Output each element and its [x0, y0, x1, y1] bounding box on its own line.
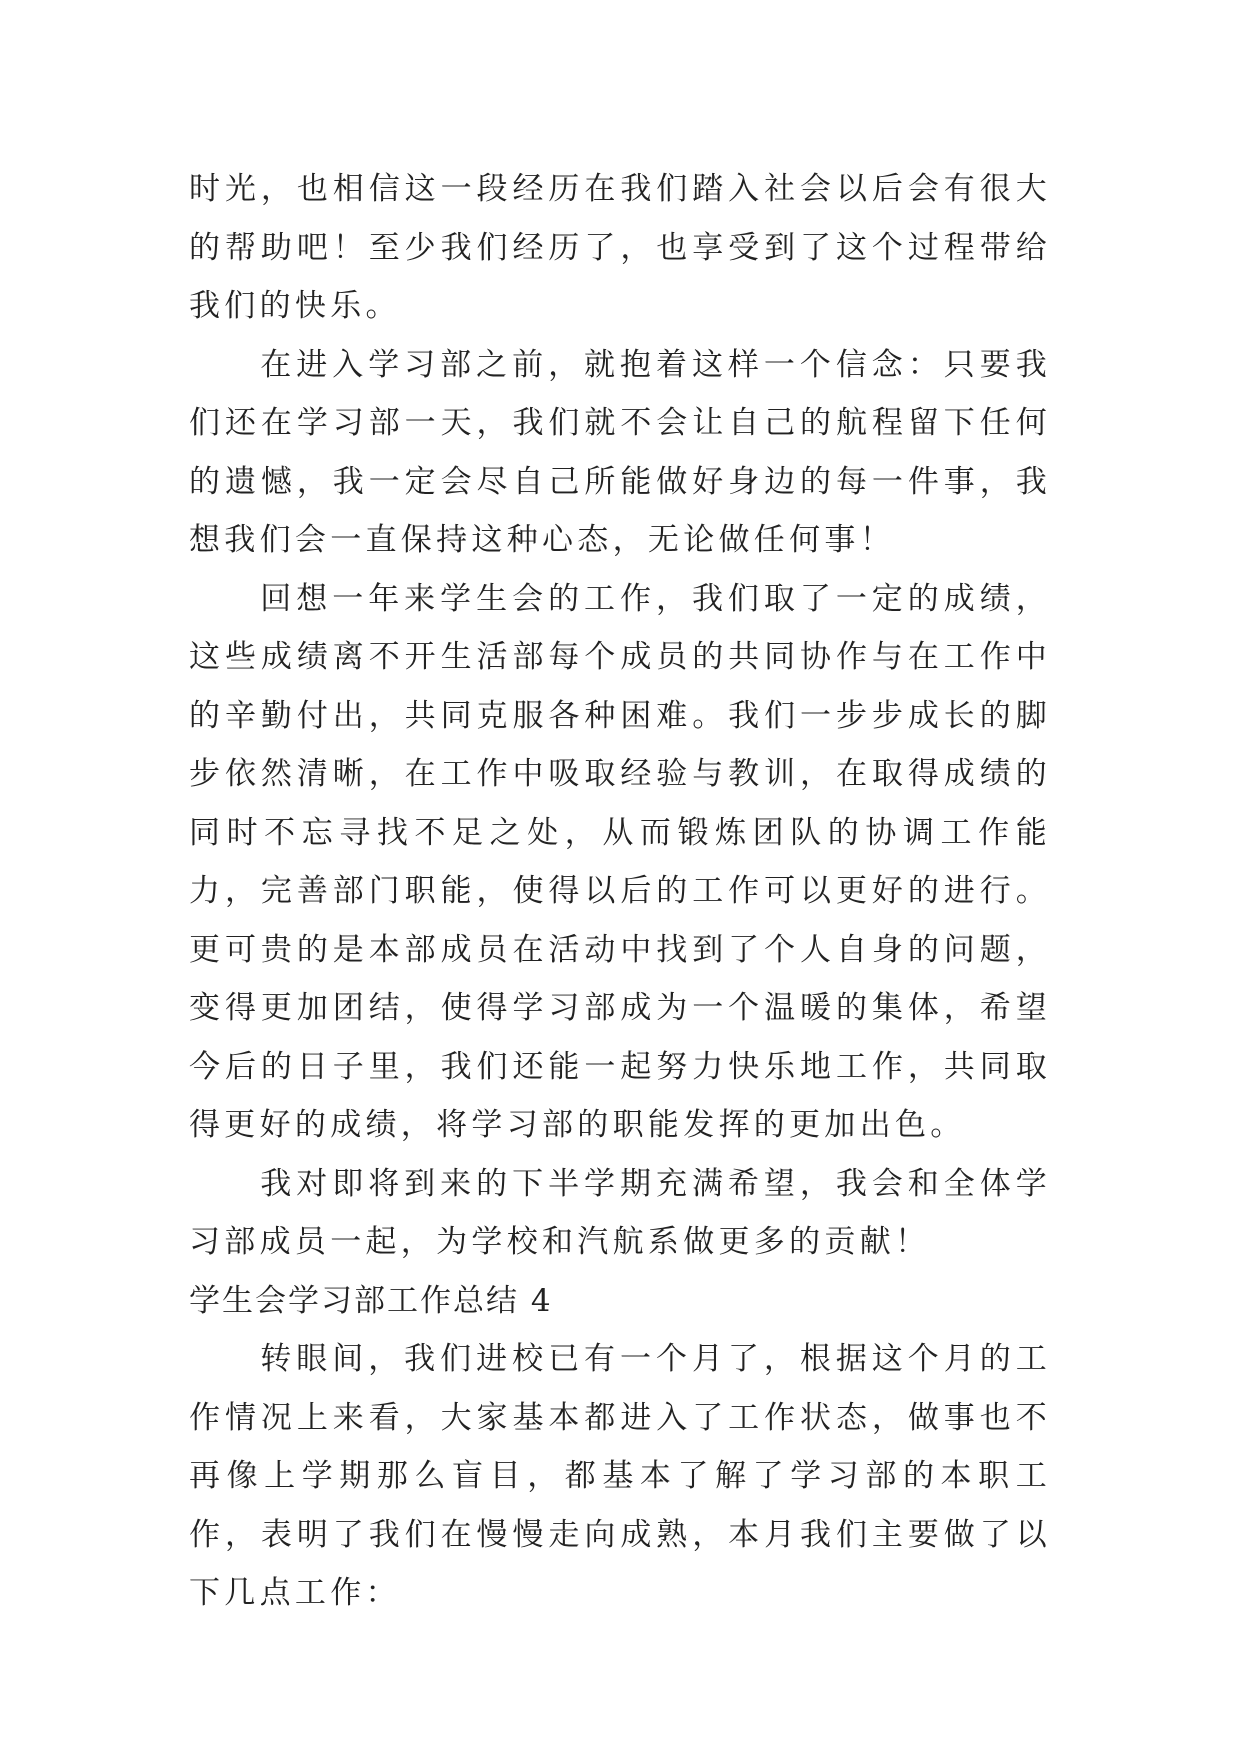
- document-body: [189, 160, 1051, 1623]
- paragraph-section-intro: 转眼间，我们进校已有一个月了，根据这个月的工作情况上来看，大家基本都进入了工作状态，做事也不再像上学期那么盲目，都基本了解了学习部的本职工作，表明了我们在慢慢走向成熟，本月我们主要做了以下几点工作：: [189, 1341, 1051, 1611]
- section-heading: 学生会学习部工作总结 4: [189, 1282, 553, 1319]
- paragraph-continuation: 时光，也相信这一段经历在我们踏入社会以后会有很大的帮助吧！至少我们经历了，也享受到了这个过程带给我们的快乐。: [189, 171, 1051, 324]
- paragraph-belief: 在进入学习部之前，就抱着这样一个信念：只要我们还在学习部一天，我们就不会让自己的航程留下任何的遗憾，我一定会尽自己所能做好身边的每一件事，我想我们会一直保持这种心态，无论做任何事！: [189, 346, 1051, 558]
- paragraph-review: 回想一年来学生会的工作，我们取了一定的成绩，这些成绩离不开生活部每个成员的共同协作与在工作中的辛勤付出，共同克服各种困难。我们一步步成长的脚步依然清晰，在工作中吸取经验与教训，在取得成绩的同时不忘寻找不足之处，从而锻炼团队的协调工作能力，完善部门职能，使得以后的工作可以更好的进行。更可贵的是本部成员在活动中找到了个人自身的问题，变得更加团结，使得学习部成为一个温暖的集体，希望今后的日子里，我们还能一起努力快乐地工作，共同取得更好的成绩，将学习部的职能发挥的更加出色。: [189, 580, 1051, 1143]
- paragraph-outlook: 我对即将到来的下半学期充满希望，我会和全体学习部成员一起，为学校和汽航系做更多的贡献！: [189, 1165, 1051, 1260]
